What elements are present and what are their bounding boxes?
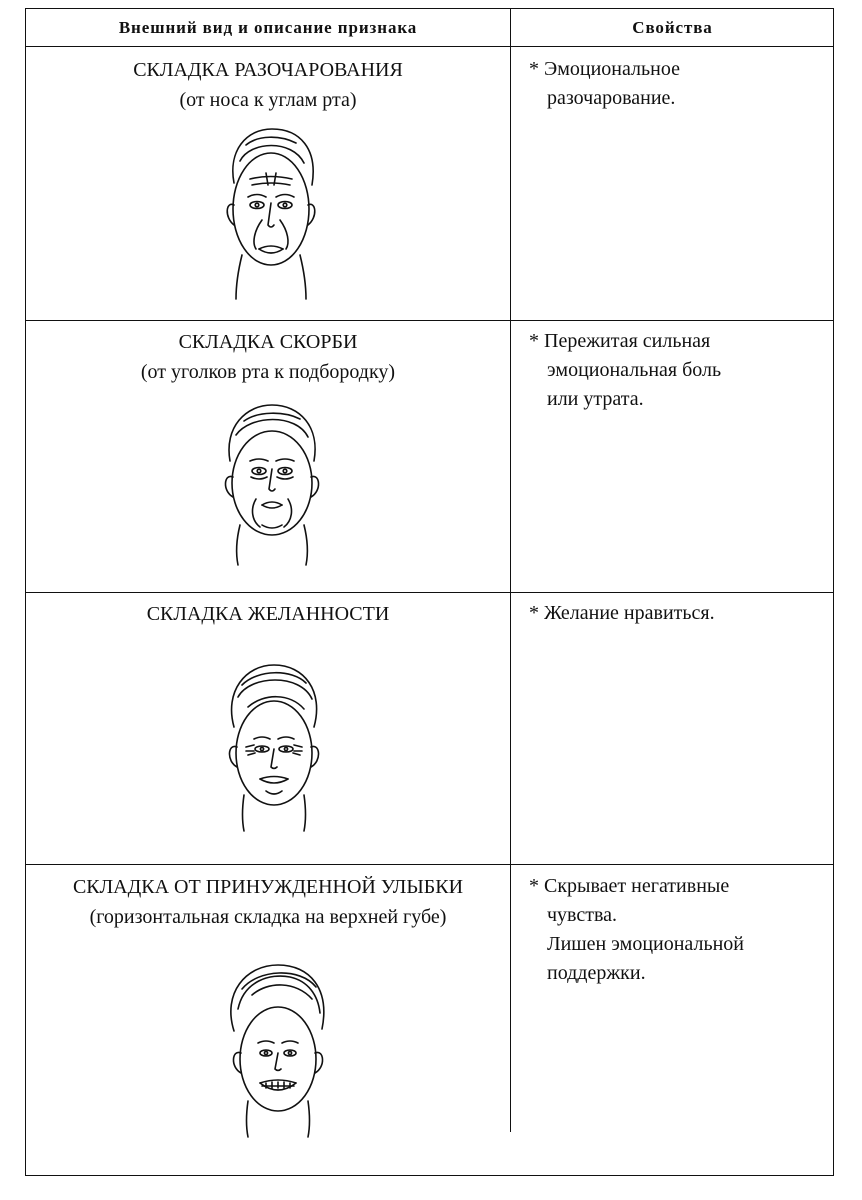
row-4-property-line: Лишен эмоциональной — [547, 933, 744, 955]
row-2-description — [26, 327, 510, 387]
desirability-face-icon — [208, 657, 336, 833]
row-divider — [26, 320, 833, 321]
sorrow-face-icon — [206, 399, 336, 567]
row-4-title: СКЛАДКА ОТ ПРИНУЖДЕННОЙ УЛЫБКИ — [72, 876, 464, 898]
row-2-property-line: * Пережитая сильная — [529, 330, 711, 352]
row-2-subtitle: (от уголков рта к подбородку) — [140, 361, 396, 383]
row-4-description — [26, 872, 510, 932]
disappointed-face-icon — [206, 121, 336, 301]
row-3-property-line: * Желание нравиться. — [529, 602, 715, 624]
row-2-properties — [529, 327, 819, 414]
header-properties: Свойства — [632, 17, 713, 37]
row-4-property-line: чувства. — [547, 904, 618, 926]
row-4-subtitle: (горизонтальная складка на верхней губе) — [89, 906, 447, 928]
row-1-property-line: разочарование. — [547, 87, 676, 109]
row-2-property-line: или утрата. — [547, 388, 644, 410]
row-4-property-line: поддержки. — [547, 962, 646, 984]
row-3-title: СКЛАДКА ЖЕЛАННОСТИ — [146, 603, 390, 625]
row-4-properties — [529, 872, 819, 988]
row-divider — [26, 46, 833, 47]
row-2-title: СКЛАДКА СКОРБИ — [178, 331, 358, 353]
column-divider — [510, 9, 511, 1132]
header-description: Внешний вид и описание признака — [118, 17, 418, 37]
row-1-subtitle: (от носа к углам рта) — [179, 89, 357, 111]
row-4-property-line: * Скрывает негативные — [529, 875, 730, 897]
row-1-property-line: * Эмоциональное — [529, 58, 680, 80]
forced-smile-face-icon — [212, 959, 340, 1139]
row-1-properties — [529, 55, 819, 113]
row-2-property-line: эмоциональная боль — [547, 359, 722, 381]
row-1-title: СКЛАДКА РАЗОЧАРОВАНИЯ — [133, 59, 403, 81]
signs-table — [25, 8, 834, 1176]
row-divider — [26, 864, 833, 865]
row-3-properties — [529, 599, 819, 628]
row-3-description — [26, 599, 510, 629]
row-1-description — [26, 55, 510, 115]
row-divider — [26, 592, 833, 593]
